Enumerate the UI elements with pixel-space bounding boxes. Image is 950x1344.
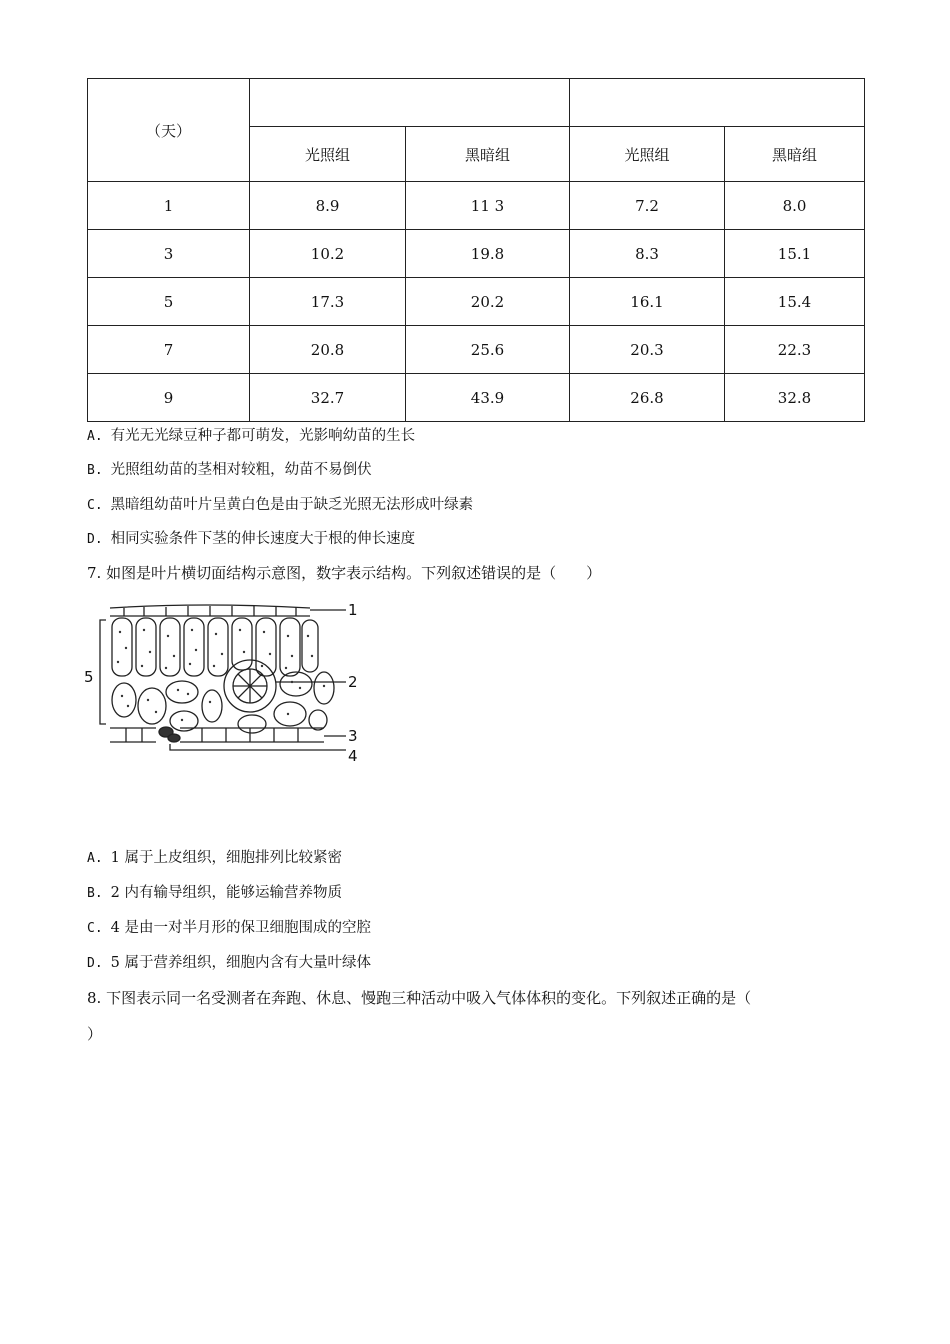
table-cell: 16.1	[570, 278, 725, 326]
table-cell: 5	[88, 278, 250, 326]
day-header: （天）	[88, 79, 250, 182]
q7-option-c: C. 4 是由一对半月形的保卫细胞围成的空腔	[87, 920, 371, 936]
table-row	[88, 374, 865, 422]
table-cell: 17.3	[250, 278, 406, 326]
sub-header: 光照组	[570, 127, 725, 182]
group-header-2	[570, 79, 865, 127]
figure-label-3: 3	[348, 727, 358, 745]
table-cell: 7.2	[570, 182, 725, 230]
figure-label-5: 5	[84, 668, 94, 686]
table-cell: 8.9	[250, 182, 406, 230]
table-cell: 32.7	[250, 374, 406, 422]
q7-option-d: D. 5 属于营养组织，细胞内含有大量叶绿体	[87, 955, 371, 971]
table-cell: 20.8	[250, 326, 406, 374]
q6-option-d: D. 相同实验条件下茎的伸长速度大于根的伸长速度	[87, 531, 416, 547]
q8-stem-line-2: ）	[87, 1025, 103, 1043]
q7-stem: 7. 如图是叶片横切面结构示意图，数字表示结构。下列叙述错误的是（ ）	[87, 564, 602, 582]
table-cell: 22.3	[725, 326, 865, 374]
table-cell: 3	[88, 230, 250, 278]
q6-option-a: A. 有光无光绿豆种子都可萌发，光影响幼苗的生长	[87, 428, 416, 444]
table-cell: 15.1	[725, 230, 865, 278]
table-row	[88, 278, 865, 326]
table-cell: 8.3	[570, 230, 725, 278]
q7-option-b: B. 2 内有输导组织，能够运输营养物质	[87, 885, 342, 901]
table-row	[88, 182, 865, 230]
figure-label-2: 2	[348, 673, 358, 691]
table-cell: 26.8	[570, 374, 725, 422]
table-cell: 15.4	[725, 278, 865, 326]
group-header-1	[250, 79, 570, 127]
sub-header: 黑暗组	[406, 127, 570, 182]
leaf-cross-section-figure	[84, 596, 364, 766]
figure-label-1: 1	[348, 601, 358, 619]
table-cell: 11 3	[406, 182, 570, 230]
table-cell: 32.8	[725, 374, 865, 422]
table-cell: 1	[88, 182, 250, 230]
table-row	[88, 230, 865, 278]
figure-label-4: 4	[348, 747, 358, 765]
table-cell: 19.8	[406, 230, 570, 278]
table-cell: 7	[88, 326, 250, 374]
table-cell: 8.0	[725, 182, 865, 230]
q6-option-c: C. 黑暗组幼苗叶片呈黄白色是由于缺乏光照无法形成叶绿素	[87, 497, 474, 513]
table-cell: 43.9	[406, 374, 570, 422]
table-cell: 20.2	[406, 278, 570, 326]
table-cell: 20.3	[570, 326, 725, 374]
table-cell: 9	[88, 374, 250, 422]
sub-header: 黑暗组	[725, 127, 865, 182]
q6-option-b: B. 光照组幼苗的茎相对较粗，幼苗不易倒伏	[87, 462, 372, 478]
table-row	[88, 326, 865, 374]
sub-header: 光照组	[250, 127, 406, 182]
table-cell: 10.2	[250, 230, 406, 278]
q7-option-a: A. 1 属于上皮组织，细胞排列比较紧密	[87, 850, 342, 866]
growth-data-table	[87, 78, 865, 422]
q8-stem-line-1: 8. 下图表示同一名受测者在奔跑、休息、慢跑三种活动中吸入气体体积的变化。下列叙述正确的是（	[87, 989, 752, 1007]
table-cell: 25.6	[406, 326, 570, 374]
